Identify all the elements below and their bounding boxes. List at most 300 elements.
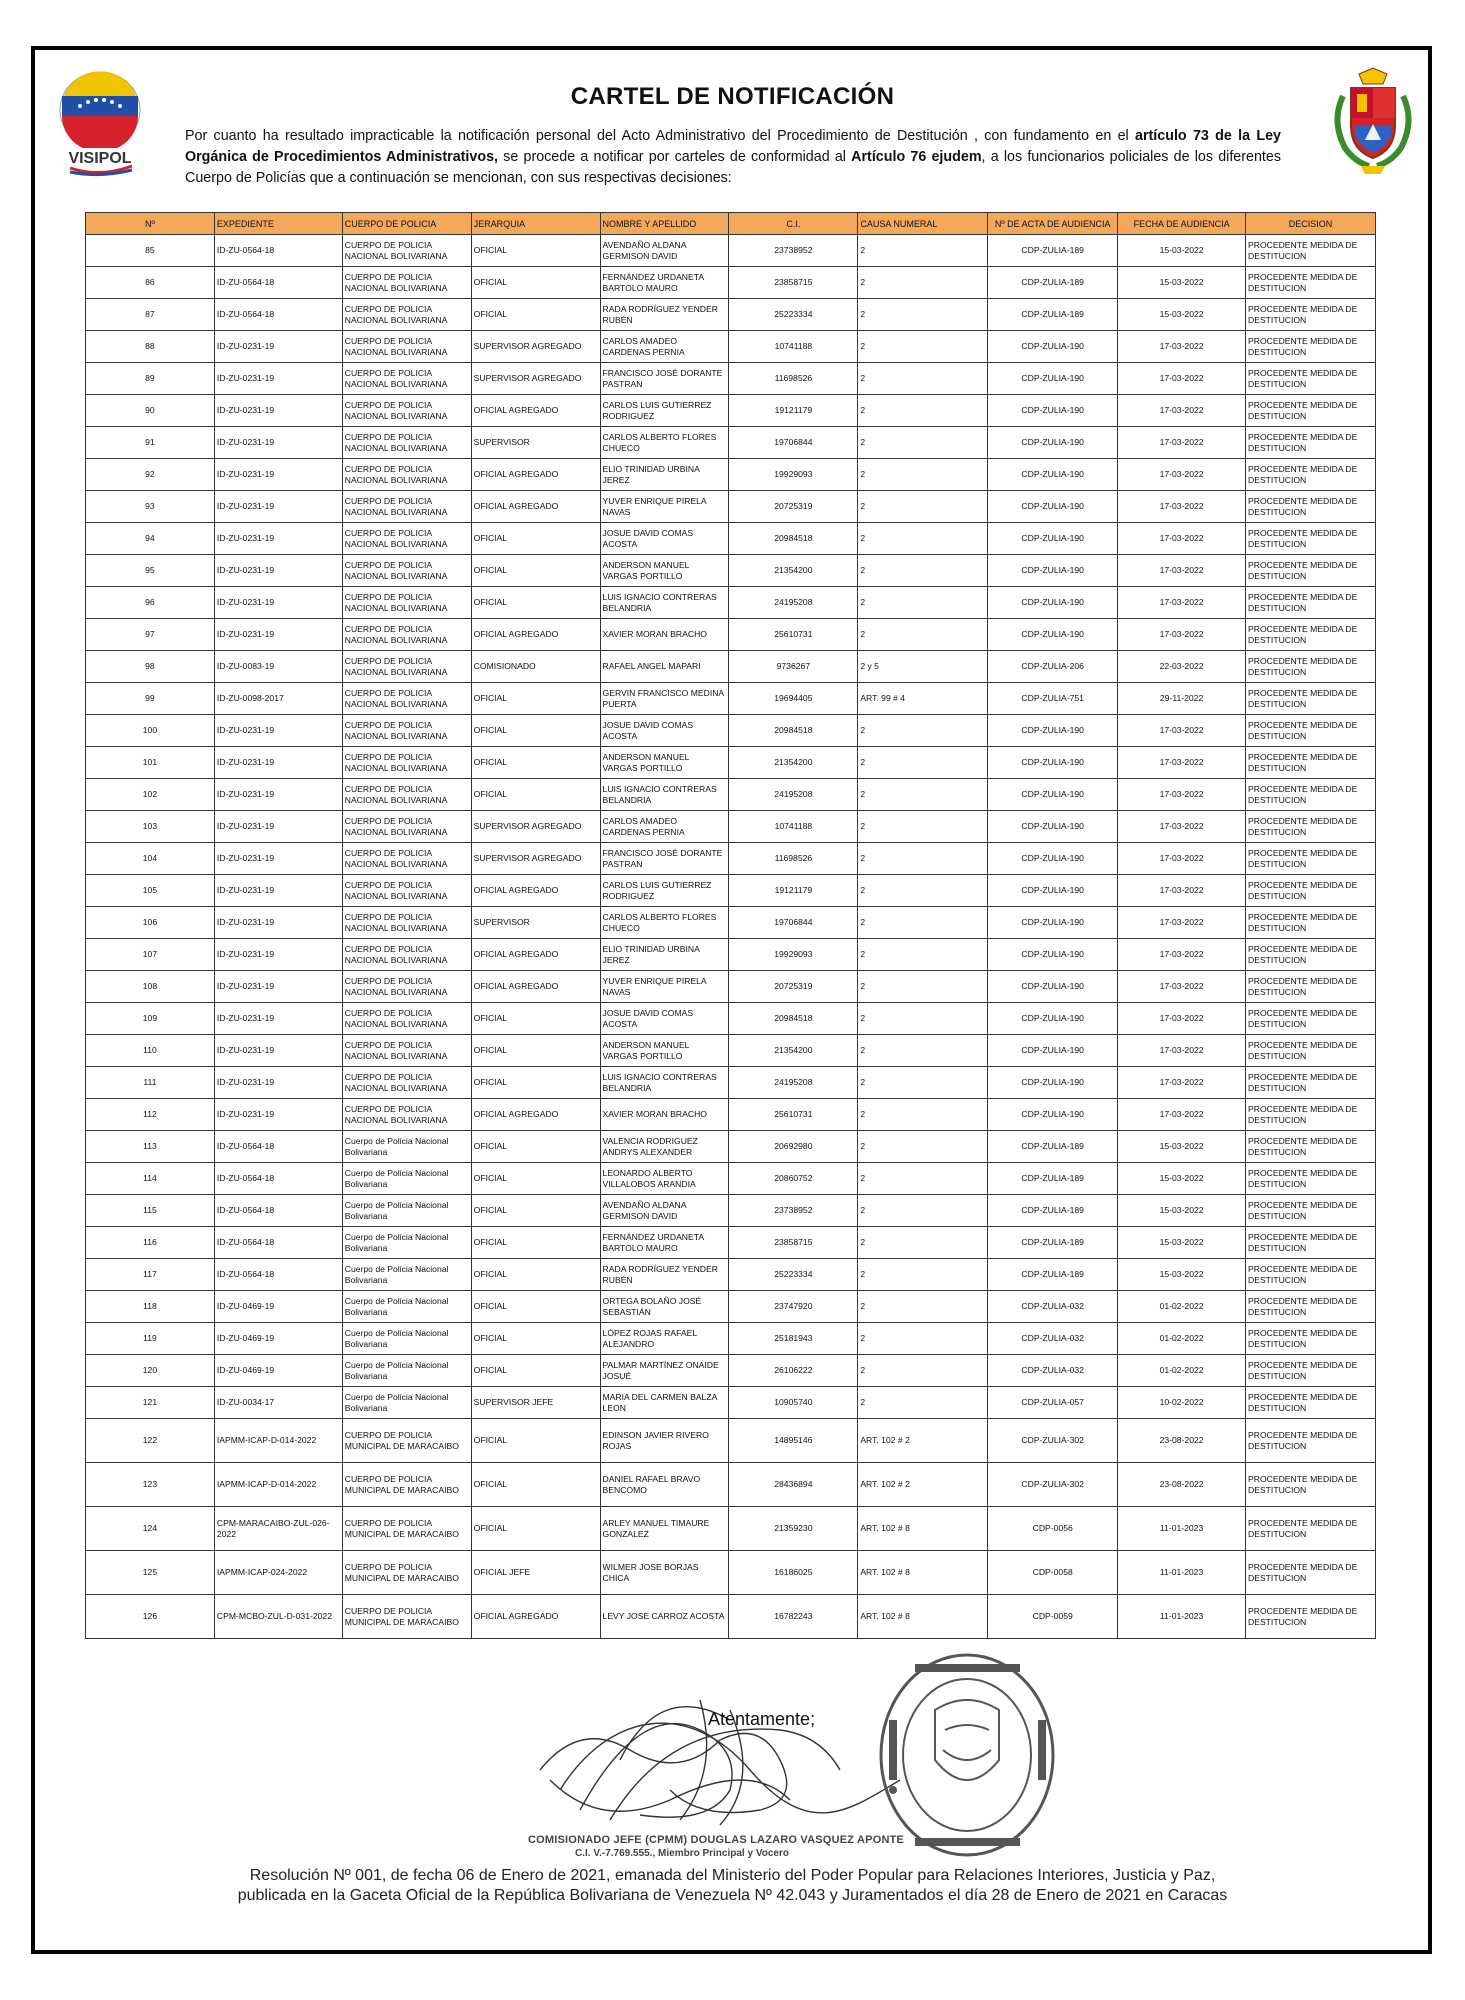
cell-fecha: 15-03-2022 xyxy=(1118,1227,1246,1259)
cell-decision: PROCEDENTE MEDIDA DE DESTITUCION xyxy=(1246,1595,1376,1639)
cell-decision: PROCEDENTE MEDIDA DE DESTITUCION xyxy=(1246,1355,1376,1387)
cell-expediente: CPM-MCBO-ZUL-D-031-2022 xyxy=(214,1595,342,1639)
cell-n: 107 xyxy=(86,939,215,971)
cell-cuerpo: CUERPO DE POLICIA NACIONAL BOLIVARIANA xyxy=(342,875,471,907)
cell-causa: 2 xyxy=(858,491,988,523)
cell-jerarquia: OFICIAL AGREGADO xyxy=(471,1099,600,1131)
table-row xyxy=(86,1463,1376,1507)
cell-acta: CDP-ZULIA-190 xyxy=(988,427,1118,459)
cell-acta: CDP-0056 xyxy=(988,1507,1118,1551)
cell-cuerpo: CUERPO DE POLICIA NACIONAL BOLIVARIANA xyxy=(342,683,471,715)
cell-jerarquia: OFICIAL xyxy=(471,683,600,715)
table-row xyxy=(86,235,1376,267)
table-row xyxy=(86,491,1376,523)
cell-cuerpo: CUERPO DE POLICIA NACIONAL BOLIVARIANA xyxy=(342,651,471,683)
table-row xyxy=(86,555,1376,587)
cell-ci: 21354200 xyxy=(729,1035,858,1067)
cell-fecha: 17-03-2022 xyxy=(1118,843,1246,875)
cell-jerarquia: OFICIAL JEFE xyxy=(471,1551,600,1595)
cell-fecha: 22-03-2022 xyxy=(1118,651,1246,683)
table-row xyxy=(86,907,1376,939)
cell-acta: CDP-ZULIA-190 xyxy=(988,523,1118,555)
cell-decision: PROCEDENTE MEDIDA DE DESTITUCION xyxy=(1246,1551,1376,1595)
cell-n: 95 xyxy=(86,555,215,587)
cell-fecha: 11-01-2023 xyxy=(1118,1507,1246,1551)
cell-nombre: ANDERSON MANUEL VARGAS PORTILLO xyxy=(600,555,729,587)
cell-expediente: ID-ZU-0564-18 xyxy=(214,1195,342,1227)
cell-causa: 2 xyxy=(858,1355,988,1387)
cell-expediente: ID-ZU-0231-19 xyxy=(214,939,342,971)
table-row xyxy=(86,1507,1376,1551)
cell-decision: PROCEDENTE MEDIDA DE DESTITUCION xyxy=(1246,459,1376,491)
cell-nombre: ELIO TRINIDAD URBINA JEREZ xyxy=(600,939,729,971)
cell-acta: CDP-ZULIA-032 xyxy=(988,1291,1118,1323)
cell-n: 113 xyxy=(86,1131,215,1163)
cell-expediente: ID-ZU-0231-19 xyxy=(214,555,342,587)
cell-acta: CDP-ZULIA-032 xyxy=(988,1323,1118,1355)
table-row xyxy=(86,747,1376,779)
cell-nombre: EDINSON JAVIER RIVERO ROJAS xyxy=(600,1419,729,1463)
cell-acta: CDP-ZULIA-190 xyxy=(988,811,1118,843)
cell-expediente: ID-ZU-0231-19 xyxy=(214,875,342,907)
cell-acta: CDP-0058 xyxy=(988,1551,1118,1595)
cell-decision: PROCEDENTE MEDIDA DE DESTITUCION xyxy=(1246,523,1376,555)
table-row xyxy=(86,363,1376,395)
cell-expediente: ID-ZU-0231-19 xyxy=(214,395,342,427)
cell-causa: ART. 102 # 8 xyxy=(858,1595,988,1639)
cell-fecha: 01-02-2022 xyxy=(1118,1355,1246,1387)
cell-nombre: MARIA DEL CARMEN BALZA LEON xyxy=(600,1387,729,1419)
cell-n: 105 xyxy=(86,875,215,907)
cell-nombre: FRANCISCO JOSÉ DORANTE PASTRAN xyxy=(600,843,729,875)
cell-jerarquia: SUPERVISOR AGREGADO xyxy=(471,811,600,843)
cell-acta: CDP-ZULIA-189 xyxy=(988,1131,1118,1163)
cell-fecha: 01-02-2022 xyxy=(1118,1291,1246,1323)
table-row xyxy=(86,299,1376,331)
cell-jerarquia: SUPERVISOR xyxy=(471,427,600,459)
cell-ci: 10741188 xyxy=(729,331,858,363)
cell-n: 121 xyxy=(86,1387,215,1419)
cell-decision: PROCEDENTE MEDIDA DE DESTITUCION xyxy=(1246,907,1376,939)
cell-causa: 2 xyxy=(858,811,988,843)
cell-jerarquia: OFICIAL xyxy=(471,747,600,779)
cell-fecha: 17-03-2022 xyxy=(1118,971,1246,1003)
cell-causa: 2 xyxy=(858,1323,988,1355)
cell-expediente: ID-ZU-0231-19 xyxy=(214,331,342,363)
cell-decision: PROCEDENTE MEDIDA DE DESTITUCION xyxy=(1246,1035,1376,1067)
cell-fecha: 17-03-2022 xyxy=(1118,1035,1246,1067)
cell-expediente: CPM-MARACAIBO-ZUL-026-2022 xyxy=(214,1507,342,1551)
cell-acta: CDP-ZULIA-190 xyxy=(988,1035,1118,1067)
cell-n: 97 xyxy=(86,619,215,651)
cell-fecha: 17-03-2022 xyxy=(1118,1099,1246,1131)
cell-jerarquia: OFICIAL xyxy=(471,1323,600,1355)
col-header-cuerpo: CUERPO DE POLICIA xyxy=(342,213,471,235)
cell-n: 109 xyxy=(86,1003,215,1035)
cell-causa: 2 xyxy=(858,875,988,907)
cell-expediente: ID-ZU-0231-19 xyxy=(214,1099,342,1131)
cell-nombre: ARLEY MANUEL TIMAURE GONZALEZ xyxy=(600,1507,729,1551)
cell-n: 89 xyxy=(86,363,215,395)
cell-expediente: ID-ZU-0231-19 xyxy=(214,1003,342,1035)
table-row xyxy=(86,939,1376,971)
cell-expediente: ID-ZU-0034-17 xyxy=(214,1387,342,1419)
page-title: CARTEL DE NOTIFICACIÓN xyxy=(570,83,895,110)
table-row xyxy=(86,1387,1376,1419)
cell-causa: 2 xyxy=(858,1259,988,1291)
cell-decision: PROCEDENTE MEDIDA DE DESTITUCION xyxy=(1246,619,1376,651)
cell-n: 110 xyxy=(86,1035,215,1067)
cell-n: 88 xyxy=(86,331,215,363)
cell-fecha: 23-08-2022 xyxy=(1118,1463,1246,1507)
cell-cuerpo: Cuerpo de Policia Nacional Bolivariana xyxy=(342,1323,471,1355)
cell-cuerpo: CUERPO DE POLICIA MUNICIPAL DE MARACAIBO xyxy=(342,1551,471,1595)
cell-expediente: ID-ZU-0098-2017 xyxy=(214,683,342,715)
cell-nombre: LÓPEZ ROJAS RAFAEL ALEJANDRO xyxy=(600,1323,729,1355)
cell-causa: 2 xyxy=(858,427,988,459)
cell-cuerpo: CUERPO DE POLICIA NACIONAL BOLIVARIANA xyxy=(342,1003,471,1035)
table-row xyxy=(86,683,1376,715)
cell-n: 122 xyxy=(86,1419,215,1463)
cell-n: 85 xyxy=(86,235,215,267)
cell-ci: 25223334 xyxy=(729,299,858,331)
cell-ci: 19929093 xyxy=(729,939,858,971)
cell-decision: PROCEDENTE MEDIDA DE DESTITUCION xyxy=(1246,811,1376,843)
cell-ci: 16186025 xyxy=(729,1551,858,1595)
cell-ci: 20692980 xyxy=(729,1131,858,1163)
cell-ci: 21359230 xyxy=(729,1507,858,1551)
cell-decision: PROCEDENTE MEDIDA DE DESTITUCION xyxy=(1246,1323,1376,1355)
cell-nombre: CARLOS ALBERTO FLORES CHUECO xyxy=(600,907,729,939)
table-row xyxy=(86,1035,1376,1067)
cell-acta: CDP-ZULIA-190 xyxy=(988,875,1118,907)
cell-acta: CDP-ZULIA-190 xyxy=(988,1067,1118,1099)
cell-causa: 2 xyxy=(858,331,988,363)
cell-causa: 2 xyxy=(858,555,988,587)
cell-acta: CDP-ZULIA-302 xyxy=(988,1463,1118,1507)
cell-causa: 2 xyxy=(858,1067,988,1099)
cell-fecha: 17-03-2022 xyxy=(1118,555,1246,587)
cell-fecha: 17-03-2022 xyxy=(1118,523,1246,555)
cell-n: 98 xyxy=(86,651,215,683)
cell-jerarquia: SUPERVISOR xyxy=(471,907,600,939)
cell-expediente: ID-ZU-0231-19 xyxy=(214,491,342,523)
cell-fecha: 17-03-2022 xyxy=(1118,1067,1246,1099)
cell-ci: 10741188 xyxy=(729,811,858,843)
cell-acta: CDP-ZULIA-190 xyxy=(988,459,1118,491)
cell-nombre: LUIS IGNACIO CONTRERAS BELANDRIA xyxy=(600,1067,729,1099)
cell-expediente: ID-ZU-0231-19 xyxy=(214,811,342,843)
cell-jerarquia: OFICIAL AGREGADO xyxy=(471,491,600,523)
cell-nombre: JOSUE DAVID COMAS ACOSTA xyxy=(600,523,729,555)
cell-ci: 20984518 xyxy=(729,715,858,747)
cell-cuerpo: CUERPO DE POLICIA NACIONAL BOLIVARIANA xyxy=(342,715,471,747)
visipol-logo-text: VISIPOL xyxy=(68,150,132,167)
cell-decision: PROCEDENTE MEDIDA DE DESTITUCION xyxy=(1246,1387,1376,1419)
cell-n: 124 xyxy=(86,1507,215,1551)
col-header-acta: Nº DE ACTA DE AUDIENCIA xyxy=(988,213,1118,235)
cell-ci: 19706844 xyxy=(729,427,858,459)
cell-expediente: ID-ZU-0231-19 xyxy=(214,971,342,1003)
cell-nombre: XAVIER MORAN BRACHO xyxy=(600,1099,729,1131)
cell-causa: 2 xyxy=(858,395,988,427)
cell-n: 100 xyxy=(86,715,215,747)
table-row xyxy=(86,1595,1376,1639)
cell-nombre: ORTEGA BOLAÑO JOSÉ SEBASTIÁN xyxy=(600,1291,729,1323)
cell-causa: 2 xyxy=(858,779,988,811)
cell-n: 120 xyxy=(86,1355,215,1387)
cell-nombre: ANDERSON MANUEL VARGAS PORTILLO xyxy=(600,1035,729,1067)
notification-table xyxy=(85,212,1376,1639)
cell-cuerpo: CUERPO DE POLICIA NACIONAL BOLIVARIANA xyxy=(342,907,471,939)
cell-causa: 2 xyxy=(858,1387,988,1419)
cell-fecha: 17-03-2022 xyxy=(1118,363,1246,395)
cell-fecha: 15-03-2022 xyxy=(1118,235,1246,267)
cell-cuerpo: CUERPO DE POLICIA NACIONAL BOLIVARIANA xyxy=(342,427,471,459)
cell-jerarquia: OFICIAL AGREGADO xyxy=(471,939,600,971)
cell-n: 126 xyxy=(86,1595,215,1639)
cell-decision: PROCEDENTE MEDIDA DE DESTITUCION xyxy=(1246,779,1376,811)
cell-fecha: 17-03-2022 xyxy=(1118,491,1246,523)
cell-jerarquia: OFICIAL xyxy=(471,1259,600,1291)
cell-decision: PROCEDENTE MEDIDA DE DESTITUCION xyxy=(1246,491,1376,523)
cell-cuerpo: Cuerpo de Policia Nacional Bolivariana xyxy=(342,1355,471,1387)
cell-decision: PROCEDENTE MEDIDA DE DESTITUCION xyxy=(1246,651,1376,683)
cell-causa: 2 xyxy=(858,267,988,299)
cell-acta: CDP-ZULIA-190 xyxy=(988,747,1118,779)
cell-jerarquia: COMISIONADO xyxy=(471,651,600,683)
cell-cuerpo: CUERPO DE POLICIA NACIONAL BOLIVARIANA xyxy=(342,971,471,1003)
cell-acta: CDP-ZULIA-190 xyxy=(988,1003,1118,1035)
cell-causa: 2 xyxy=(858,1131,988,1163)
cell-acta: CDP-ZULIA-751 xyxy=(988,683,1118,715)
cell-acta: CDP-ZULIA-189 xyxy=(988,299,1118,331)
cell-fecha: 23-08-2022 xyxy=(1118,1419,1246,1463)
cell-fecha: 15-03-2022 xyxy=(1118,1259,1246,1291)
cell-decision: PROCEDENTE MEDIDA DE DESTITUCION xyxy=(1246,1195,1376,1227)
cell-decision: PROCEDENTE MEDIDA DE DESTITUCION xyxy=(1246,1507,1376,1551)
signatory-name: COMISIONADO JEFE (CPMM) DOUGLAS LAZARO VASQUEZ APONTE xyxy=(528,1834,905,1846)
cell-jerarquia: SUPERVISOR AGREGADO xyxy=(471,843,600,875)
cell-ci: 19694405 xyxy=(729,683,858,715)
cell-ci: 11698526 xyxy=(729,363,858,395)
cell-causa: 2 xyxy=(858,1291,988,1323)
cell-decision: PROCEDENTE MEDIDA DE DESTITUCION xyxy=(1246,971,1376,1003)
cell-cuerpo: CUERPO DE POLICIA NACIONAL BOLIVARIANA xyxy=(342,1099,471,1131)
cell-n: 102 xyxy=(86,779,215,811)
table-row xyxy=(86,1323,1376,1355)
cell-ci: 26106222 xyxy=(729,1355,858,1387)
cell-fecha: 29-11-2022 xyxy=(1118,683,1246,715)
cell-ci: 24195208 xyxy=(729,1067,858,1099)
footer-line-1: Resolución Nº 001, de fecha 06 de Enero de 2021, emanada del Ministerio del Poder Popular para Relaciones Interiores, Justicia y Paz, xyxy=(249,1867,1216,1884)
cell-fecha: 10-02-2022 xyxy=(1118,1387,1246,1419)
cell-jerarquia: OFICIAL AGREGADO xyxy=(471,459,600,491)
cell-cuerpo: CUERPO DE POLICIA NACIONAL BOLIVARIANA xyxy=(342,939,471,971)
cell-decision: PROCEDENTE MEDIDA DE DESTITUCION xyxy=(1246,683,1376,715)
cell-decision: PROCEDENTE MEDIDA DE DESTITUCION xyxy=(1246,299,1376,331)
footer-line-2: publicada en la Gaceta Oficial de la República Bolivariana de Venezuela Nº 42.043 y Juramentados el día 28 de Enero de 2021 en Caracas xyxy=(237,1887,1228,1904)
table-row xyxy=(86,843,1376,875)
cell-n: 123 xyxy=(86,1463,215,1507)
official-seal-icon xyxy=(875,1650,1060,1860)
cell-nombre: CARLOS LUIS GUTIERREZ RODRIGUEZ xyxy=(600,395,729,427)
cell-nombre: JOSUE DAVID COMAS ACOSTA xyxy=(600,1003,729,1035)
cell-cuerpo: CUERPO DE POLICIA NACIONAL BOLIVARIANA xyxy=(342,235,471,267)
cell-ci: 16782243 xyxy=(729,1595,858,1639)
col-header-n: Nº xyxy=(86,213,215,235)
cell-causa: ART. 102 # 2 xyxy=(858,1419,988,1463)
cell-causa: 2 xyxy=(858,747,988,779)
cell-causa: 2 xyxy=(858,619,988,651)
cell-ci: 10905740 xyxy=(729,1387,858,1419)
cell-expediente: ID-ZU-0231-19 xyxy=(214,363,342,395)
cell-causa: ART. 102 # 2 xyxy=(858,1463,988,1507)
signatory-id: C.I. V.-7.769.555., Miembro Principal y Vocero xyxy=(575,1848,789,1859)
cell-cuerpo: CUERPO DE POLICIA NACIONAL BOLIVARIANA xyxy=(342,779,471,811)
cell-acta: CDP-ZULIA-190 xyxy=(988,363,1118,395)
cell-jerarquia: OFICIAL xyxy=(471,267,600,299)
cell-n: 125 xyxy=(86,1551,215,1595)
cell-ci: 19121179 xyxy=(729,875,858,907)
cell-decision: PROCEDENTE MEDIDA DE DESTITUCION xyxy=(1246,1003,1376,1035)
cell-causa: 2 xyxy=(858,715,988,747)
cell-acta: CDP-ZULIA-189 xyxy=(988,235,1118,267)
cell-acta: CDP-ZULIA-189 xyxy=(988,1259,1118,1291)
cell-ci: 25610731 xyxy=(729,619,858,651)
cell-expediente: ID-ZU-0564-18 xyxy=(214,235,342,267)
cell-acta: CDP-ZULIA-032 xyxy=(988,1355,1118,1387)
cell-expediente: ID-ZU-0564-18 xyxy=(214,1259,342,1291)
cell-expediente: ID-ZU-0564-18 xyxy=(214,1227,342,1259)
cell-fecha: 17-03-2022 xyxy=(1118,907,1246,939)
cell-expediente: ID-ZU-0469-19 xyxy=(214,1355,342,1387)
cell-n: 114 xyxy=(86,1163,215,1195)
cell-decision: PROCEDENTE MEDIDA DE DESTITUCION xyxy=(1246,1419,1376,1463)
cell-nombre: CARLOS ALBERTO FLORES CHUECO xyxy=(600,427,729,459)
intro-text-3: , a los funcionarios policiales de los diferentes Cuerpo de Policías que a continuación se mencionan, con sus respectivas decisiones: xyxy=(185,149,1281,186)
cell-nombre: VALENCIA RODRIGUEZ ANDRYS ALEXANDER xyxy=(600,1131,729,1163)
cell-fecha: 17-03-2022 xyxy=(1118,395,1246,427)
cell-expediente: ID-ZU-0231-19 xyxy=(214,843,342,875)
cell-jerarquia: OFICIAL xyxy=(471,523,600,555)
cell-decision: PROCEDENTE MEDIDA DE DESTITUCION xyxy=(1246,331,1376,363)
table-row xyxy=(86,1131,1376,1163)
cell-acta: CDP-ZULIA-190 xyxy=(988,587,1118,619)
cell-expediente: ID-ZU-0231-19 xyxy=(214,1035,342,1067)
cell-n: 87 xyxy=(86,299,215,331)
table-row xyxy=(86,619,1376,651)
cell-nombre: GERVIN FRANCISCO MEDINA PUERTA xyxy=(600,683,729,715)
cell-n: 92 xyxy=(86,459,215,491)
cell-fecha: 15-03-2022 xyxy=(1118,299,1246,331)
cell-acta: CDP-ZULIA-190 xyxy=(988,555,1118,587)
cell-nombre: LEVY JOSE CARROZ ACOSTA xyxy=(600,1595,729,1639)
col-header-expediente: EXPEDIENTE xyxy=(214,213,342,235)
table-row xyxy=(86,1419,1376,1463)
cell-cuerpo: CUERPO DE POLICIA NACIONAL BOLIVARIANA xyxy=(342,331,471,363)
cell-ci: 25181943 xyxy=(729,1323,858,1355)
cell-fecha: 17-03-2022 xyxy=(1118,747,1246,779)
cell-cuerpo: CUERPO DE POLICIA MUNICIPAL DE MARACAIBO xyxy=(342,1507,471,1551)
cell-acta: CDP-ZULIA-190 xyxy=(988,779,1118,811)
cell-jerarquia: OFICIAL xyxy=(471,1463,600,1507)
cell-n: 115 xyxy=(86,1195,215,1227)
cell-cuerpo: Cuerpo de Policia Nacional Bolivariana xyxy=(342,1387,471,1419)
table-header-row xyxy=(86,213,1376,235)
table-row xyxy=(86,1195,1376,1227)
cell-nombre: YUVER ENRIQUE PIRELA NAVAS xyxy=(600,971,729,1003)
cell-ci: 20725319 xyxy=(729,491,858,523)
cell-expediente: ID-ZU-0231-19 xyxy=(214,779,342,811)
cell-acta: CDP-ZULIA-206 xyxy=(988,651,1118,683)
cell-cuerpo: Cuerpo de Policia Nacional Bolivariana xyxy=(342,1195,471,1227)
cell-jerarquia: OFICIAL xyxy=(471,1507,600,1551)
cell-cuerpo: CUERPO DE POLICIA NACIONAL BOLIVARIANA xyxy=(342,523,471,555)
cell-cuerpo: CUERPO DE POLICIA NACIONAL BOLIVARIANA xyxy=(342,555,471,587)
cell-expediente: ID-ZU-0231-19 xyxy=(214,587,342,619)
cell-decision: PROCEDENTE MEDIDA DE DESTITUCION xyxy=(1246,395,1376,427)
cell-acta: CDP-ZULIA-190 xyxy=(988,971,1118,1003)
cell-expediente: ID-ZU-0564-18 xyxy=(214,267,342,299)
col-header-causa: CAUSA NUMERAL xyxy=(858,213,988,235)
cell-expediente: ID-ZU-0469-19 xyxy=(214,1291,342,1323)
cell-jerarquia: OFICIAL AGREGADO xyxy=(471,395,600,427)
cell-ci: 19929093 xyxy=(729,459,858,491)
cell-nombre: DANIEL RAFAEL BRAVO BENCOMO xyxy=(600,1463,729,1507)
cell-acta: CDP-ZULIA-057 xyxy=(988,1387,1118,1419)
cell-fecha: 15-03-2022 xyxy=(1118,1195,1246,1227)
cell-fecha: 15-03-2022 xyxy=(1118,1131,1246,1163)
cell-expediente: ID-ZU-0231-19 xyxy=(214,907,342,939)
table-row xyxy=(86,1003,1376,1035)
cell-cuerpo: CUERPO DE POLICIA NACIONAL BOLIVARIANA xyxy=(342,1067,471,1099)
table-row xyxy=(86,1099,1376,1131)
cell-nombre: AVENDAÑO ALDANA GERMISON DAVID xyxy=(600,235,729,267)
cell-n: 99 xyxy=(86,683,215,715)
cell-n: 106 xyxy=(86,907,215,939)
cell-nombre: XAVIER MORAN BRACHO xyxy=(600,619,729,651)
cell-nombre: WILMER JOSE BORJAS CHICA xyxy=(600,1551,729,1595)
cell-n: 112 xyxy=(86,1099,215,1131)
cell-ci: 24195208 xyxy=(729,779,858,811)
cell-cuerpo: CUERPO DE POLICIA NACIONAL BOLIVARIANA xyxy=(342,491,471,523)
cell-causa: 2 xyxy=(858,363,988,395)
cell-nombre: FRANCISCO JOSÉ DORANTE PASTRAN xyxy=(600,363,729,395)
cell-decision: PROCEDENTE MEDIDA DE DESTITUCION xyxy=(1246,1131,1376,1163)
cell-fecha: 17-03-2022 xyxy=(1118,875,1246,907)
cell-fecha: 01-02-2022 xyxy=(1118,1323,1246,1355)
cell-acta: CDP-ZULIA-189 xyxy=(988,1163,1118,1195)
cell-nombre: YUVER ENRIQUE PIRELA NAVAS xyxy=(600,491,729,523)
cell-jerarquia: OFICIAL xyxy=(471,1163,600,1195)
cell-acta: CDP-ZULIA-190 xyxy=(988,843,1118,875)
cell-cuerpo: CUERPO DE POLICIA MUNICIPAL DE MARACAIBO xyxy=(342,1595,471,1639)
cell-decision: PROCEDENTE MEDIDA DE DESTITUCION xyxy=(1246,587,1376,619)
table-row xyxy=(86,1551,1376,1595)
cell-decision: PROCEDENTE MEDIDA DE DESTITUCION xyxy=(1246,1463,1376,1507)
cell-acta: CDP-ZULIA-190 xyxy=(988,331,1118,363)
cell-jerarquia: OFICIAL AGREGADO xyxy=(471,875,600,907)
table-row xyxy=(86,587,1376,619)
cell-decision: PROCEDENTE MEDIDA DE DESTITUCION xyxy=(1246,747,1376,779)
cell-fecha: 17-03-2022 xyxy=(1118,939,1246,971)
cell-n: 104 xyxy=(86,843,215,875)
cell-acta: CDP-ZULIA-190 xyxy=(988,619,1118,651)
cell-jerarquia: OFICIAL xyxy=(471,1131,600,1163)
table-row xyxy=(86,1291,1376,1323)
col-header-nombre: NOMBRE Y APELLIDO xyxy=(600,213,729,235)
